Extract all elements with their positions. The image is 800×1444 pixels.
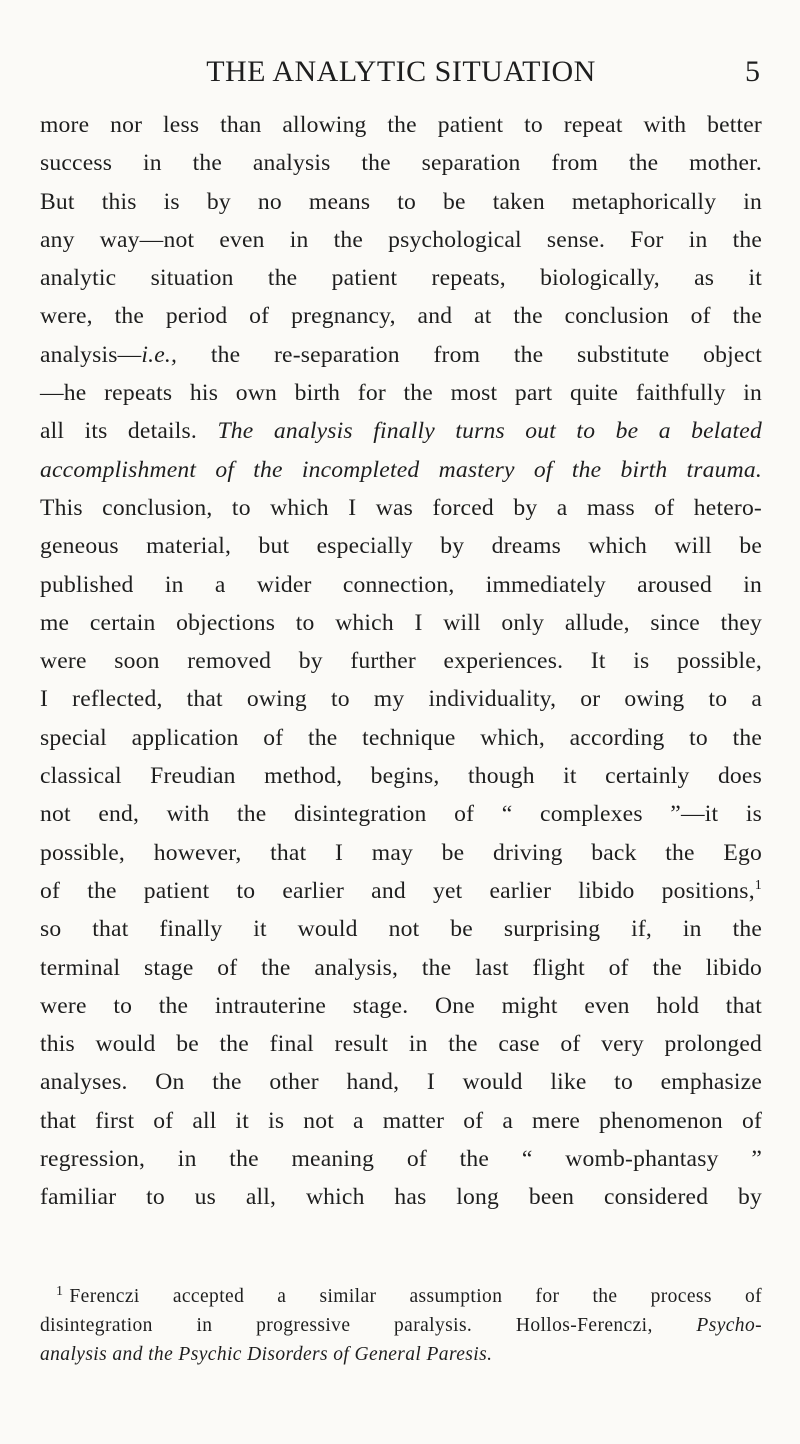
footnote-text: Ferenczi accepted a similar assumption for the process of	[69, 1286, 762, 1307]
text-line: regression, in the meaning of the “ womb-phantasy ”	[40, 1146, 762, 1173]
text-line: more nor less than allowing the patient to repeat with better	[40, 112, 762, 138]
text-line: geneous material, but especially by dreams which will be	[40, 533, 762, 560]
running-head	[40, 52, 762, 92]
text-line: that first of all it is not a matter of a mere phenomenon of	[40, 1107, 762, 1134]
text-run: analysis—	[40, 341, 142, 368]
text-run: all its details.	[40, 418, 218, 445]
text-run: the re-separation from the substitute object	[177, 341, 762, 368]
text-line: But this is by no means to be taken metaphorically in	[40, 188, 762, 215]
text-line	[40, 336, 762, 374]
text-line: possible, however, that I may be driving back the Ego	[40, 839, 762, 866]
footnote-marker: 1	[56, 1283, 64, 1299]
body-text	[40, 106, 762, 1217]
text-line: were to the intrauterine stage. One might even hold that	[40, 992, 762, 1019]
text-line: me certain objections to which I will only allude, since they	[40, 609, 762, 636]
text-line	[40, 451, 762, 489]
text-line: any way—not even in the psychological sense. For in the	[40, 226, 762, 253]
footnote-line	[40, 1282, 762, 1311]
page-number: 5	[745, 55, 760, 88]
book-page	[40, 0, 762, 1444]
footnote	[40, 1282, 762, 1369]
italic-emphasis: The analysis finally turns out to be a belated	[217, 418, 762, 445]
text-line: so that finally it would not be surprising if, in the	[40, 916, 762, 943]
footnote-citation-title: analysis and the Psychic Disorders of General Paresis.	[40, 1344, 493, 1365]
text-line: were soon removed by further experiences. It is possible,	[40, 648, 762, 675]
text-line: this would be the final result in the case of very prolonged	[40, 1031, 762, 1058]
footnote-line	[40, 1311, 762, 1340]
text-line: I reflected, that owing to my individuality, or owing to a	[40, 686, 762, 713]
text-line: success in the analysis the separation from the mother.	[40, 150, 762, 177]
italic-abbreviation: i.e.,	[141, 341, 178, 368]
text-line: analyses. On the other hand, I would like to emphasize	[40, 1069, 762, 1096]
text-line: not end, with the disintegration of “ complexes ”—it is	[40, 801, 762, 828]
text-line: were, the period of pregnancy, and at the conclusion of the	[40, 303, 762, 330]
italic-emphasis: accomplishment of the incompleted mastery of the birth trauma.	[40, 456, 762, 483]
text-line	[40, 872, 762, 910]
text-line	[40, 412, 762, 450]
text-line: terminal stage of the analysis, the last flight of the libido	[40, 954, 762, 981]
text-line: familiar to us all, which has long been considered by	[40, 1184, 762, 1211]
text-run: of the patient to earlier and yet earlier libido positions,	[40, 877, 755, 904]
running-title: THE ANALYTIC SITUATION	[206, 55, 596, 88]
text-line: special application of the technique which, according to the	[40, 724, 762, 751]
footnote-text: disintegration in progressive paralysis. Hollos-Ferenczi,	[40, 1315, 697, 1336]
text-line: —he repeats his own birth for the most part quite faithfully in	[40, 380, 762, 407]
text-line: published in a wider connection, immediately aroused in	[40, 571, 762, 598]
text-line: This conclusion, to which I was forced by a mass of hetero-	[40, 494, 762, 521]
text-line: analytic situation the patient repeats, biologically, as it	[40, 265, 762, 292]
footnote-citation-title: Psycho-	[696, 1315, 762, 1336]
footnote-reference[interactable]: 1	[754, 878, 762, 894]
text-line: classical Freudian method, begins, though it certainly does	[40, 763, 762, 790]
